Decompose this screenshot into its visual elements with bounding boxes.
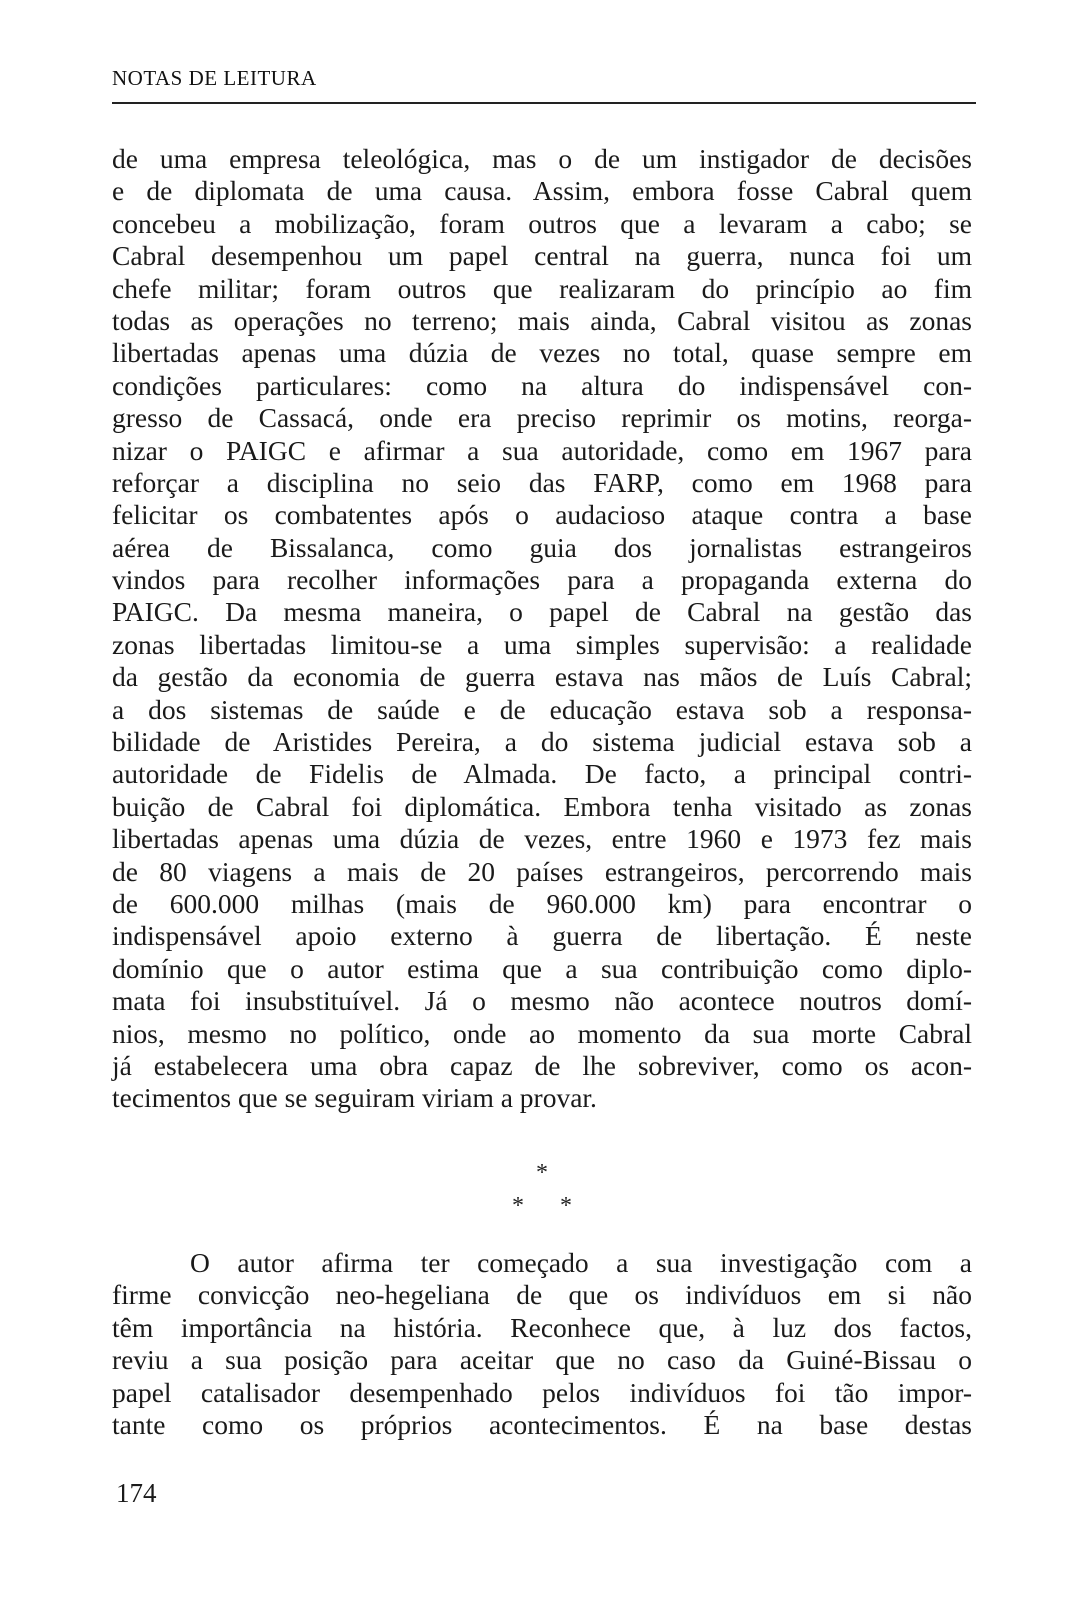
text-line: vindos para recolher informações para a propaganda externa do xyxy=(112,564,972,596)
text-line: concebeu a mobilização, foram outros que a levaram a cabo; se xyxy=(112,207,972,239)
text-line: condições particulares: como na altura do indispensável con- xyxy=(112,369,972,401)
text-line: a dos sistemas de saúde e de educação estava sob a responsa- xyxy=(112,693,972,725)
text-line: domínio que o autor estima que a sua contribuição como diplo- xyxy=(112,952,972,984)
text-line: bilidade de Aristides Pereira, a do sistema judicial estava sob a xyxy=(112,726,972,758)
text-line: aérea de Bissalanca, como guia dos jornalistas estrangeiros xyxy=(112,531,972,563)
paragraph-continued xyxy=(112,143,972,1115)
text-line: papel catalisador desempenhado pelos indivíduos foi tão impor- xyxy=(112,1376,972,1408)
text-line: libertadas apenas uma dúzia de vezes no total, quase sempre em xyxy=(112,337,972,369)
header-rule xyxy=(112,102,976,104)
page-number: 174 xyxy=(116,1478,157,1508)
text-line: mata foi insubstituível. Já o mesmo não acontece noutros domí- xyxy=(112,985,972,1017)
text-line: reforçar a disciplina no seio das FARP, como em 1968 para xyxy=(112,466,972,498)
text-line: indispensável apoio externo à guerra de libertação. É neste xyxy=(112,920,972,952)
text-line: gresso de Cassacá, onde era preciso reprimir os motins, reorga- xyxy=(112,402,972,434)
section-break-asterism-top: * xyxy=(536,1160,548,1186)
text-line: tante como os próprios acontecimentos. É na base destas xyxy=(112,1408,972,1440)
text-line: de 80 viagens a mais de 20 países estrangeiros, percorrendo mais xyxy=(112,855,972,887)
text-line: e de diplomata de uma causa. Assim, embora fosse Cabral quem xyxy=(112,175,972,207)
text-line: tecimentos que se seguiram viriam a provar. xyxy=(112,1082,597,1114)
text-line: chefe militar; foram outros que realizaram do princípio ao fim xyxy=(112,272,972,304)
text-line: da gestão da economia de guerra estava nas mãos de Luís Cabral; xyxy=(112,661,972,693)
paragraph-new xyxy=(112,1247,972,1441)
text-line: felicitar os combatentes após o audacioso ataque contra a base xyxy=(112,499,972,531)
text-line: nizar o PAIGC e afirmar a sua autoridade, como em 1967 para xyxy=(112,434,972,466)
text-line: têm importância na história. Reconhece que, à luz dos factos, xyxy=(112,1311,972,1343)
text-line: PAIGC. Da mesma maneira, o papel de Cabral na gestão das xyxy=(112,596,972,628)
text-line: já estabelecera uma obra capaz de lhe sobreviver, como os acon- xyxy=(112,1049,972,1081)
text-line: nios, mesmo no político, onde ao momento da sua morte Cabral xyxy=(112,1017,972,1049)
text-line: libertadas apenas uma dúzia de vezes, entre 1960 e 1973 fez mais xyxy=(112,823,972,855)
text-line: Cabral desempenhou um papel central na guerra, nunca foi um xyxy=(112,240,972,272)
text-line: de uma empresa teleológica, mas o de um instigador de decisões xyxy=(112,143,972,174)
section-break-asterism-bottom: * * xyxy=(512,1193,572,1219)
text-line: de 600.000 milhas (mais de 960.000 km) para encontrar o xyxy=(112,887,972,919)
text-line: O autor afirma ter começado a sua investigação com a xyxy=(190,1247,972,1278)
text-line: buição de Cabral foi diplomática. Embora tenha visitado as zonas xyxy=(112,790,972,822)
text-line: firme convicção neo-hegeliana de que os indivíduos em si não xyxy=(112,1279,972,1311)
text-line: todas as operações no terreno; mais ainda, Cabral visitou as zonas xyxy=(112,304,972,336)
text-line: reviu a sua posição para aceitar que no caso da Guiné-Bissau o xyxy=(112,1344,972,1376)
running-header: NOTAS DE LEITURA xyxy=(112,66,317,90)
text-line: zonas libertadas limitou-se a uma simples supervisão: a realidade xyxy=(112,628,972,660)
text-line: autoridade de Fidelis de Almada. De facto, a principal contri- xyxy=(112,758,972,790)
